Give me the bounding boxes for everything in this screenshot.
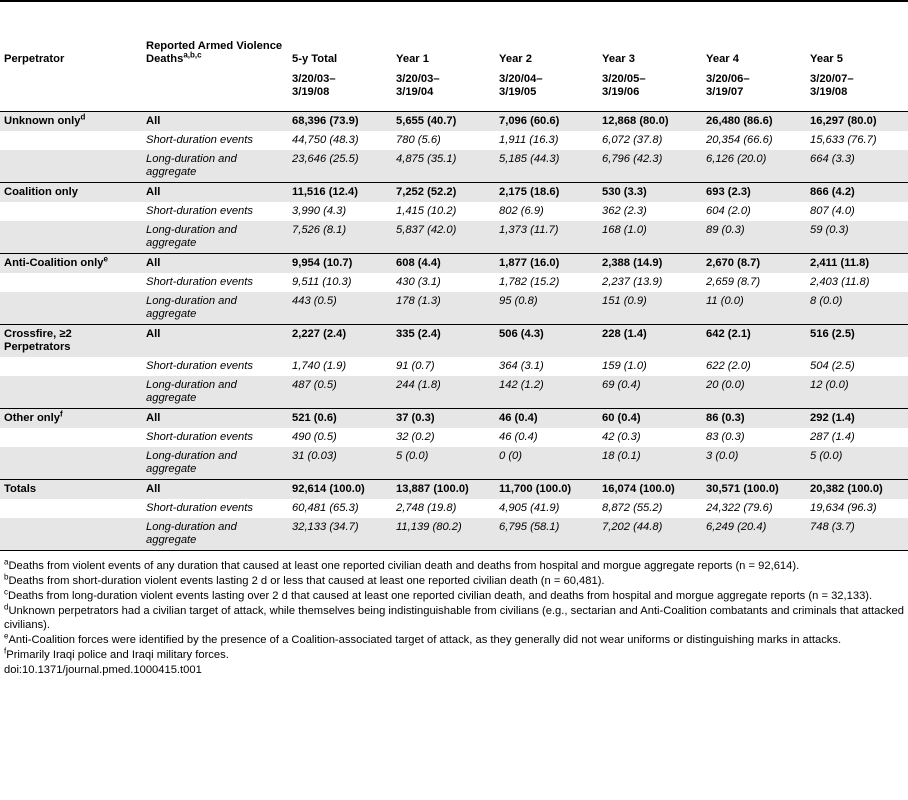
header-row (0, 1, 908, 66)
value-cell: 1,373 (11.7) (495, 221, 598, 254)
value-cell: 5,837 (42.0) (392, 221, 495, 254)
category-cell: Long-duration and aggregate (142, 150, 288, 183)
category-cell: Short-duration events (146, 431, 253, 443)
value-cell: 664 (3.3) (806, 150, 908, 183)
value-cell: 18 (0.1) (598, 447, 702, 480)
table-body (0, 112, 908, 551)
value-cell: 16,074 (100.0) (598, 480, 702, 500)
value-cell: 69 (0.4) (598, 376, 702, 409)
value-cell: 430 (3.1) (396, 276, 441, 288)
footnote: $^a$Deaths from violent events of any duration that caused at least one reported civilian death and deaths from hospital and morgue aggregate reports (n = 92,614). (4, 557, 800, 572)
value-cell: 807 (4.0) (810, 205, 855, 217)
table-row (0, 183, 908, 203)
perpetrator-cell (0, 202, 142, 221)
value-cell: 2,175 (18.6) (495, 183, 598, 203)
value-cell: 362 (2.3) (602, 205, 647, 217)
header-col: Year 3 (602, 53, 635, 65)
table-row (0, 518, 908, 551)
value-cell: 60,481 (65.3) (292, 502, 359, 514)
value-cell: 4,905 (41.9) (499, 502, 560, 514)
value-cell: 504 (2.5) (810, 360, 855, 372)
value-cell: 7,096 (60.6) (495, 112, 598, 132)
table-row (0, 499, 908, 518)
table-row (0, 150, 908, 183)
value-cell: 7,202 (44.8) (598, 518, 702, 551)
perpetrator-cell: Anti-Coalition only$^e$ (0, 254, 142, 274)
footnotes (0, 551, 908, 677)
perpetrator-cell (0, 357, 142, 376)
value-cell: 59 (0.3) (806, 221, 908, 254)
value-cell: 37 (0.3) (392, 409, 495, 429)
value-cell: 159 (1.0) (602, 360, 647, 372)
header-col: 5-y Total (292, 53, 338, 65)
value-cell: 60 (0.4) (598, 409, 702, 429)
category-cell: Short-duration events (146, 276, 253, 288)
value-cell: 608 (4.4) (392, 254, 495, 274)
value-cell: 31 (0.03) (288, 447, 392, 480)
footnote: $^e$Anti-Coalition forces were identified by the presence of a Coalition-associated target of attack, as they generally did not wear uniforms or distinguishing marks in attacks. (4, 631, 842, 646)
perpetrator-cell: Totals (0, 480, 142, 500)
value-cell: 1,877 (16.0) (495, 254, 598, 274)
value-cell: 15,633 (76.7) (810, 134, 877, 146)
value-cell: 11,516 (12.4) (288, 183, 392, 203)
value-cell: 168 (1.0) (598, 221, 702, 254)
value-cell: 32,133 (34.7) (288, 518, 392, 551)
value-cell: 5,655 (40.7) (392, 112, 495, 132)
value-cell: 11 (0.0) (702, 292, 806, 325)
value-cell: 2,388 (14.9) (598, 254, 702, 274)
header-reported: Reported Armed Violence Deaths$^{a,b,c}$ (146, 40, 283, 65)
value-cell: 866 (4.2) (806, 183, 908, 203)
perpetrator-cell: Other only$^f$ (0, 409, 142, 429)
perpetrator-cell (0, 273, 142, 292)
table-row (0, 325, 908, 358)
category-cell: Short-duration events (146, 205, 253, 217)
value-cell: 20,354 (66.6) (706, 134, 773, 146)
value-cell: 487 (0.5) (288, 376, 392, 409)
value-cell: 12 (0.0) (806, 376, 908, 409)
perpetrator-cell: Unknown only$^d$ (0, 112, 142, 132)
value-cell: 46 (0.4) (499, 431, 538, 443)
table-row (0, 254, 908, 274)
category-cell: All (142, 325, 288, 358)
value-cell: 6,072 (37.8) (602, 134, 663, 146)
perpetrator-cell (0, 292, 142, 325)
value-cell: 530 (3.3) (598, 183, 702, 203)
value-cell: 6,126 (20.0) (702, 150, 806, 183)
category-cell: Long-duration and aggregate (142, 376, 288, 409)
value-cell: 5 (0.0) (392, 447, 495, 480)
value-cell: 178 (1.3) (392, 292, 495, 325)
header-col: Year 2 (499, 53, 532, 65)
value-cell: 693 (2.3) (702, 183, 806, 203)
date-range: 3/20/04– 3/19/05 (499, 73, 543, 98)
category-cell: All (142, 254, 288, 274)
value-cell: 89 (0.3) (702, 221, 806, 254)
value-cell: 24,322 (79.6) (706, 502, 773, 514)
date-range: 3/20/07– 3/19/08 (810, 73, 854, 98)
category-cell: Long-duration and aggregate (142, 518, 288, 551)
header-perpetrator: Perpetrator (4, 53, 65, 65)
perpetrator-cell (0, 447, 142, 480)
header-col: Year 1 (396, 53, 429, 65)
value-cell: 2,748 (19.8) (396, 502, 457, 514)
value-cell: 151 (0.9) (598, 292, 702, 325)
value-cell: 5,185 (44.3) (495, 150, 598, 183)
value-cell: 287 (1.4) (810, 431, 855, 443)
value-cell: 6,795 (58.1) (495, 518, 598, 551)
category-cell: All (142, 480, 288, 500)
value-cell: 642 (2.1) (702, 325, 806, 358)
category-cell: Long-duration and aggregate (142, 221, 288, 254)
perpetrator-cell (0, 518, 142, 551)
value-cell: 30,571 (100.0) (702, 480, 806, 500)
value-cell: 32 (0.2) (396, 431, 435, 443)
value-cell: 16,297 (80.0) (806, 112, 908, 132)
value-cell: 748 (3.7) (806, 518, 908, 551)
table-row (0, 292, 908, 325)
value-cell: 8,872 (55.2) (602, 502, 663, 514)
value-cell: 83 (0.3) (706, 431, 745, 443)
perpetrator-cell (0, 221, 142, 254)
table-row (0, 447, 908, 480)
value-cell: 604 (2.0) (706, 205, 751, 217)
value-cell: 9,954 (10.7) (288, 254, 392, 274)
footnote: $^c$Deaths from long-duration violent events lasting over 2 d that caused at least one reported civilian death, and deaths from hospital and morgue aggregate reports (n = 32,133). (4, 587, 873, 602)
value-cell: 228 (1.4) (598, 325, 702, 358)
value-cell: 11,700 (100.0) (495, 480, 598, 500)
doi-line: doi:10.1371/journal.pmed.1000415.t001 (4, 664, 202, 676)
date-row (0, 66, 908, 112)
category-cell: Short-duration events (146, 134, 253, 146)
perpetrator-cell: Crossfire, ≥2 Perpetrators (0, 325, 142, 358)
value-cell: 142 (1.2) (495, 376, 598, 409)
value-cell: 7,252 (52.2) (392, 183, 495, 203)
value-cell: 8 (0.0) (806, 292, 908, 325)
date-range: 3/20/05– 3/19/06 (602, 73, 646, 98)
value-cell: 802 (6.9) (499, 205, 544, 217)
table-row (0, 131, 908, 150)
value-cell: 68,396 (73.9) (288, 112, 392, 132)
value-cell: 9,511 (10.3) (292, 276, 352, 288)
value-cell: 26,480 (86.6) (702, 112, 806, 132)
value-cell: 521 (0.6) (288, 409, 392, 429)
perpetrator-cell (0, 499, 142, 518)
header-col: Year 4 (706, 53, 739, 65)
table-row (0, 273, 908, 292)
category-cell: All (142, 112, 288, 132)
category-cell: Short-duration events (146, 360, 253, 372)
value-cell: 5 (0.0) (806, 447, 908, 480)
category-cell: Long-duration and aggregate (142, 292, 288, 325)
value-cell: 244 (1.8) (392, 376, 495, 409)
footnote: $^d$Unknown perpetrators had a civilian target of attack, while themselves being indistinguishable from civilians (e.g., sectarian and Anti-Coalition combatants and criminals that attacked civilians). (4, 602, 904, 631)
value-cell: 6,249 (20.4) (702, 518, 806, 551)
value-cell: 335 (2.4) (392, 325, 495, 358)
value-cell: 622 (2.0) (706, 360, 751, 372)
value-cell: 42 (0.3) (602, 431, 641, 443)
value-cell: 1,740 (1.9) (292, 360, 347, 372)
table-row (0, 428, 908, 447)
table-row (0, 376, 908, 409)
value-cell: 2,237 (13.9) (602, 276, 663, 288)
perpetrator-cell (0, 131, 142, 150)
value-cell: 2,670 (8.7) (702, 254, 806, 274)
value-cell: 92,614 (100.0) (288, 480, 392, 500)
value-cell: 3 (0.0) (702, 447, 806, 480)
value-cell: 2,659 (8.7) (706, 276, 761, 288)
category-cell: All (142, 183, 288, 203)
value-cell: 44,750 (48.3) (292, 134, 359, 146)
value-cell: 12,868 (80.0) (598, 112, 702, 132)
footnote: $^f$Primarily Iraqi police and Iraqi military forces. (4, 646, 229, 661)
value-cell: 13,887 (100.0) (392, 480, 495, 500)
table-row (0, 202, 908, 221)
table-row (0, 112, 908, 132)
value-cell: 516 (2.5) (806, 325, 908, 358)
value-cell: 0 (0) (495, 447, 598, 480)
value-cell: 20 (0.0) (702, 376, 806, 409)
value-cell: 2,411 (11.8) (806, 254, 908, 274)
value-cell: 443 (0.5) (288, 292, 392, 325)
date-range: 3/20/06– 3/19/07 (706, 73, 750, 98)
footnote: $^b$Deaths from short-duration violent events lasting 2 d or less that caused at least one reported civilian death (n = 60,481). (4, 572, 605, 587)
value-cell: 2,403 (11.8) (810, 276, 870, 288)
perpetrator-cell (0, 376, 142, 409)
value-cell: 1,415 (10.2) (396, 205, 457, 217)
table-row (0, 221, 908, 254)
perpetrator-cell: Coalition only (0, 183, 142, 203)
date-range: 3/20/03– 3/19/08 (292, 73, 336, 98)
header-col: Year 5 (810, 53, 843, 65)
value-cell: 292 (1.4) (806, 409, 908, 429)
value-cell: 2,227 (2.4) (288, 325, 392, 358)
value-cell: 1,911 (16.3) (499, 134, 559, 146)
value-cell: 19,634 (96.3) (810, 502, 877, 514)
date-range: 3/20/03– 3/19/04 (396, 73, 440, 98)
value-cell: 23,646 (25.5) (288, 150, 392, 183)
value-cell: 490 (0.5) (292, 431, 337, 443)
value-cell: 95 (0.8) (495, 292, 598, 325)
value-cell: 91 (0.7) (396, 360, 435, 372)
category-cell: Short-duration events (146, 502, 253, 514)
value-cell: 780 (5.6) (396, 134, 441, 146)
table-row (0, 357, 908, 376)
value-cell: 3,990 (4.3) (292, 205, 347, 217)
value-cell: 46 (0.4) (495, 409, 598, 429)
value-cell: 364 (3.1) (499, 360, 544, 372)
value-cell: 11,139 (80.2) (392, 518, 495, 551)
value-cell: 20,382 (100.0) (806, 480, 908, 500)
category-cell: All (142, 409, 288, 429)
table-row (0, 409, 908, 429)
category-cell: Long-duration and aggregate (142, 447, 288, 480)
perpetrator-cell (0, 428, 142, 447)
value-cell: 7,526 (8.1) (288, 221, 392, 254)
value-cell: 506 (4.3) (495, 325, 598, 358)
value-cell: 86 (0.3) (702, 409, 806, 429)
table-row (0, 480, 908, 500)
value-cell: 1,782 (15.2) (499, 276, 560, 288)
value-cell: 4,875 (35.1) (392, 150, 495, 183)
value-cell: 6,796 (42.3) (598, 150, 702, 183)
perpetrator-cell (0, 150, 142, 183)
